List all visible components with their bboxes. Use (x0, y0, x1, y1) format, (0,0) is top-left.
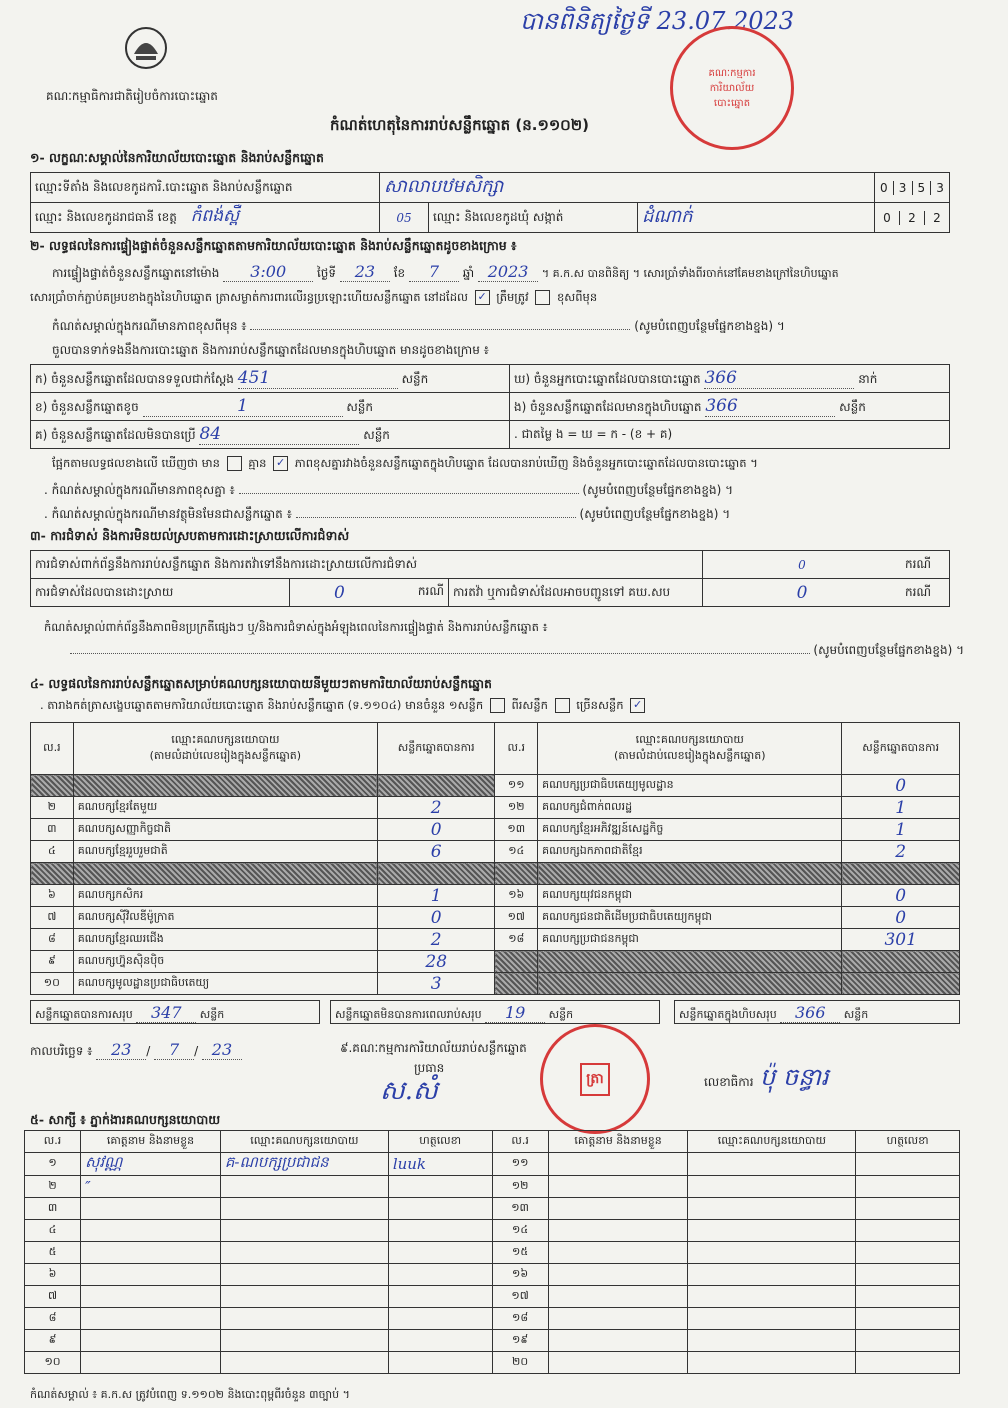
shaded-cell (495, 973, 538, 995)
witness-no: ១៦ (492, 1264, 548, 1286)
witness-party (688, 1308, 856, 1330)
witness-party (688, 1176, 856, 1198)
table-row (25, 1286, 960, 1308)
shaded-cell (538, 951, 842, 973)
seal-line: សោរប្រាំចាក់ភ្ជាប់គម្របខាងក្នុងនៃហិបឆ្នោត ត្រាសម្ងាត់ការពារលើរន្ធប្រឡោះហើយសន្លឹកឆ្នោត នៅដដែល ✓ ត្រឹមត្រូវ ខុសពីមុន (30, 290, 598, 304)
party-party: គណបក្សស៊ីវិលឌីម៉ូក្រាត (73, 907, 377, 929)
party-votes: 0 (842, 907, 960, 929)
witness-party (688, 1352, 856, 1374)
chair-signature: ស.សំ (380, 1076, 438, 1106)
witness-name (548, 1153, 688, 1176)
sign-date: កាលបរិច្ឆេទ ៖ 23 / 7 / 23 (30, 1040, 242, 1061)
count-unused: 84 (199, 424, 359, 445)
party-votes: 0 (378, 907, 495, 929)
resolved-value: 0 (334, 582, 345, 603)
code-digit: 3 (894, 181, 913, 195)
irregularity-note: កំណត់សម្គាល់ពាក់ព័ន្ធនឹងភាពមិនប្រក្រតីផ្សេងៗ ឬ/និងការជំទាស់ក្នុងអំឡុងពេលនៃការផ្ទៀងផ្ទាត់ និងការរាប់សន្លឹកឆ្នោត ៖ (44, 620, 548, 634)
party-party: គណបក្សខ្មែរអភិវឌ្ឍន៍សេដ្ឋកិច្ច (538, 819, 842, 841)
witness-name (81, 1330, 221, 1352)
party-party: គណបក្សជនជាតិដើមប្រជាធិបតេយ្យកម្ពុជា (538, 907, 842, 929)
sheet-many-checkbox[interactable]: ✓ (630, 698, 645, 713)
witness-signature (388, 1242, 492, 1264)
total-in-box: សន្លឹកឆ្នោតក្នុងហិបសរុប 366 សន្លឹក (674, 1000, 960, 1024)
shaded-cell (538, 863, 842, 885)
code-digit: 5 (913, 181, 932, 195)
formula: . ជាតម្លៃ ង = ឃ = ក - (ខ + គ) (510, 421, 950, 449)
witness-party (688, 1330, 856, 1352)
witness-name (548, 1242, 688, 1264)
witness-party (220, 1286, 388, 1308)
shaded-cell (842, 973, 960, 995)
total-in-box-value: 366 (780, 1003, 840, 1023)
witness-signature (388, 1352, 492, 1374)
footer-note: កំណត់សម្គាល់ ៖ គ.ក.ស ត្រូវបំពេញ ទ.១១០២ និងបោះពុម្ពពីរចំនួន ៣ច្បាប់ ។ (30, 1388, 350, 1401)
diff-yes-checkbox[interactable] (227, 456, 242, 471)
objection-value: 0 (703, 551, 902, 579)
objection-label: ការជំទាស់ពាក់ព័ន្ធនឹងការរាប់សន្លឹកឆ្នោត និងការតវ៉ាទៅនឹងការដោះស្រាយលើការជំទាស់ (31, 551, 703, 579)
witness-signature (856, 1330, 960, 1352)
table-row (25, 1220, 960, 1242)
witness-no: ១៩ (492, 1330, 548, 1352)
count-voters: 366 (704, 368, 854, 389)
table-row (31, 819, 960, 841)
counting-committee-label: ៩.គណៈកម្មការការិយាល័យរាប់សន្លឹកឆ្នោត (340, 1041, 527, 1055)
irregularity-note-fill: (សូមបំពេញបន្ថែមផ្នែកខាងខ្នង) ។ (24, 642, 964, 660)
witness-party (220, 1330, 388, 1352)
witness-signature (388, 1176, 492, 1198)
verify-month: 7 (409, 262, 459, 282)
party-party: គណបក្សខ្មែរតែមួយ (73, 797, 377, 819)
party-no: ១៣ (495, 819, 538, 841)
table-row (31, 885, 960, 907)
witness-signature (388, 1264, 492, 1286)
party-votes: 2 (378, 797, 495, 819)
shaded-cell (73, 775, 377, 797)
appeal-label: ការតវ៉ា ឬការជំទាស់ដែលអាចបញ្ជូនទៅ គឃ.សប (449, 579, 703, 607)
witness-signature (856, 1242, 960, 1264)
party-no: ១៧ (495, 907, 538, 929)
witness-signature (856, 1286, 960, 1308)
party-party: គណបក្សខ្មែររួបរួមជាតិ (73, 841, 377, 863)
witness-party (220, 1308, 388, 1330)
witness-name: ″ (81, 1176, 221, 1198)
party-votes: 1 (378, 885, 495, 907)
party-votes: 0 (842, 885, 960, 907)
location-label: ឈ្មោះទីតាំង និងលេខកូដការិ.បោះឆ្នោត និងរាប់សន្លឹកឆ្នោត (31, 173, 380, 203)
party-no: ១៤ (495, 841, 538, 863)
seal-correct-checkbox[interactable]: ✓ (475, 290, 490, 305)
witness-table: ល.រ គោត្តនាម និងនាមខ្លួន ឈ្មោះគណបក្សនយោបាយ ហត្ថលេខា ល.រ គោត្តនាម និងនាមខ្លួន ឈ្មោះគណបក្សនយោបាយ ហត្ថលេខា ១ សុវណ្ណ គ-ណបក្សប្រជាជន luuk ១១ ២ ″ ១២ ៣ ១៣ ៤ ១៤ ៥ ១៥ ៦ ១៦ ៧ ១៧ ៨ ១៨ ៩ ១៩ ១០ ២០ (24, 1130, 960, 1374)
witness-signature (856, 1153, 960, 1176)
party-votes: 301 (842, 929, 960, 951)
witness-party (220, 1242, 388, 1264)
sheet-two-checkbox[interactable] (555, 698, 570, 713)
party-no: ៦ (31, 885, 74, 907)
witness-name (548, 1220, 688, 1242)
shaded-cell (842, 951, 960, 973)
shaded-cell (378, 775, 495, 797)
witness-no: ១៣ (492, 1198, 548, 1220)
code-digit: 2 (933, 210, 941, 225)
witness-no: ៧ (25, 1286, 81, 1308)
witness-no: ១០ (25, 1352, 81, 1374)
witness-no: ៦ (25, 1264, 81, 1286)
party-party: គណបក្សប្រជាជនកម្ពុជា (538, 929, 842, 951)
witness-name (548, 1330, 688, 1352)
witness-signature (856, 1308, 960, 1330)
witness-no: ១៧ (492, 1286, 548, 1308)
witness-no: ១៤ (492, 1220, 548, 1242)
witness-party: គ-ណបក្សប្រជាជន (220, 1153, 388, 1176)
official-stamp-top: គណៈកម្មការការិយាល័យបោះឆ្នោត (670, 26, 794, 150)
witness-name (81, 1352, 221, 1374)
party-no: ១០ (31, 973, 74, 995)
witness-party (688, 1198, 856, 1220)
witness-no: ៤ (25, 1220, 81, 1242)
section5-title: ៥- សាក្សី ៖ ភ្នាក់ងារគណបក្សនយោបាយ (30, 1112, 221, 1127)
witness-signature (388, 1330, 492, 1352)
witness-name (548, 1352, 688, 1374)
results-table: ល.រ ឈ្មោះគណបក្សនយោបាយ (តាមលំដាប់លេខរៀងក្នុងសន្លឹកឆ្នោត) សន្លឹកឆ្នោតបានការ ល.រ ឈ្មោះគណបក្សនយោបាយ (តាមលំដាប់លេខរៀងក្នុងសន្លឹកឆ្នោត) សន្លឹកឆ្នោតបានការ ១១ គណបក្សប្រជាធិបតេយ្យមូលដ្ឋាន 0 ២ គណបក្សខ្មែរតែមួយ 2 ១២ គណបក្សជំពាក់ពលរដ្ឋ 1 ៣ គណបក្សសញ្ញាកិច្ចជាតិ 0 ១៣ គណបក្សខ្មែរអភិវឌ្ឍន៍សេដ្ឋកិច្ច 1 ៤ គណបក្សខ្មែររួបរួមជាតិ 6 ១៤ គណបក្សឯកភាពជាតិខ្មែរ 2 ៦ គណបក្សកសិករ 1 ១៦ គណបក្សយុវជនកម្ពុជា 0 ៧ គណបក្សស៊ីវិលឌីម៉ូក្រាត 0 ១៧ គណបក្សជនជាតិដើមប្រជាធិបតេយ្យកម្ពុជា 0 ៨ គណបក្សខ្មែរឈរជើង 2 ១៨ គណបក្សប្រជាជនកម្ពុជា 301 ៩ គណបក្សហ្វ៊ុនស៊ិនប៉ិច 28 ១០ គណបក្សមូលដ្ឋានប្រជាធិបតេយ្យ 3 (30, 722, 960, 995)
witness-party (688, 1220, 856, 1242)
code-digit: 0 (875, 181, 894, 195)
witness-party (688, 1153, 856, 1176)
verify-year: 2023 (478, 262, 538, 282)
code-digit: 2 (900, 211, 925, 225)
witness-no: ២០ (492, 1352, 548, 1374)
table-row (25, 1176, 960, 1198)
party-party: គណបក្សឯកភាពជាតិខ្មែរ (538, 841, 842, 863)
secretary-signature: ប៉ុ ចន្ធារ (760, 1063, 829, 1091)
party-votes: 1 (842, 819, 960, 841)
witness-party (688, 1286, 856, 1308)
witness-signature (856, 1352, 960, 1374)
witness-party (220, 1176, 388, 1198)
counts-table: ក) ចំនួនសន្លឹកឆ្នោតដែលបានទទួលជាក់ស្តែង 451 សន្លឹក ឃ) ចំនួនអ្នកបោះឆ្នោតដែលបានបោះឆ្នោត 366 នាក់ ខ) ចំនួនសន្លឹកឆ្នោតខូច 1 សន្លឹក ង) ចំនួនសន្លឹកឆ្នោតដែលមានក្នុងហិបឆ្នោត 366 សន្លឹក គ) ចំនួនសន្លឹកឆ្នោតដែលមិនបានប្រើ 84 សន្លឹក . ជាតម្លៃ ង = ឃ = ក - (ខ + គ) (30, 364, 950, 449)
table-row (31, 863, 960, 885)
total-valid-value: 347 (136, 1003, 196, 1023)
witness-name (548, 1286, 688, 1308)
shaded-cell (495, 951, 538, 973)
table-row (31, 797, 960, 819)
table-row (31, 841, 960, 863)
seal-note-line: កំណត់សម្គាល់ក្នុងករណីមានភាពខុសពីមុន ៖ (សូមបំពេញបន្ថែមផ្នែកខាងខ្នង) ។ (52, 319, 785, 333)
party-votes: 0 (842, 775, 960, 797)
sheet-one-checkbox[interactable] (490, 698, 505, 713)
party-no: ៨ (31, 929, 74, 951)
witness-party (220, 1198, 388, 1220)
secretary-label: លេខាធិការ (704, 1075, 754, 1089)
committee-emblem-icon (122, 24, 170, 72)
witness-name (81, 1242, 221, 1264)
shaded-cell (31, 863, 74, 885)
party-party: គណបក្សសញ្ញាកិច្ចជាតិ (73, 819, 377, 841)
party-votes: 1 (842, 797, 960, 819)
table-row (31, 775, 960, 797)
witness-signature (388, 1286, 492, 1308)
table-row (25, 1308, 960, 1330)
province-code: 05 (380, 203, 429, 233)
section4-title: ៤- លទ្ធផលនៃការរាប់សន្លឹកឆ្នោតសម្រាប់គណបក្សនយោបាយនីមួយៗតាមការិយាល័យរាប់សន្លឹកឆ្នោត (30, 676, 492, 691)
witness-name (548, 1264, 688, 1286)
witness-signature (856, 1264, 960, 1286)
section1-table (30, 172, 950, 233)
counts-intro: ចួលបានទាក់ទងនឹងការបោះឆ្នោត និងការរាប់សន្លឹកឆ្នោតដែលមានក្នុងហិបឆ្នោត មានដូចខាងក្រោម ៖ (52, 343, 489, 357)
witness-no: ១៨ (492, 1308, 548, 1330)
seal-incorrect-checkbox[interactable] (535, 290, 550, 305)
table-row (31, 907, 960, 929)
witness-party (688, 1264, 856, 1286)
witness-name (81, 1264, 221, 1286)
witness-no: ១ (25, 1153, 81, 1176)
party-party: គណបក្សប្រជាធិបតេយ្យមូលដ្ឋាន (538, 775, 842, 797)
party-no: ១៨ (495, 929, 538, 951)
witness-no: ៣ (25, 1198, 81, 1220)
witness-party (220, 1220, 388, 1242)
witness-no: ៩ (25, 1330, 81, 1352)
party-no: ៧ (31, 907, 74, 929)
count-spoiled: 1 (143, 396, 343, 417)
committee-name: គណៈកម្មាធិការជាតិរៀបចំការបោះឆ្នោត (46, 89, 218, 103)
diff-note-line: . កំណត់សម្គាល់ក្នុងករណីមានភាពខុសគ្នា ៖ (សូមបំពេញបន្ថែមផ្នែកខាងខ្នង) ។ (44, 483, 733, 497)
witness-signature: luuk (388, 1153, 492, 1176)
table-row (25, 1198, 960, 1220)
invalid-note-line: . កំណត់សម្គាល់ក្នុងករណីមានវត្ថុមិនមែនជាសន្លឹកឆ្នោត ៖ (សូមបំពេញបន្ថែមផ្នែកខាងខ្នង) ។ (44, 507, 731, 521)
shaded-cell (31, 775, 74, 797)
party-no: ២ (31, 797, 74, 819)
witness-signature (856, 1176, 960, 1198)
party-no: ៩ (31, 951, 74, 973)
summary-sheet-line: . តារាងកត់ត្រាសង្ខេបឆ្នោតតាមការិយាល័យបោះឆ្នោត និងរាប់សន្លឹកឆ្នោត (ទ.១១០៤) មានចំនួន ១សន្លឹក ពីរសន្លឹក ច្រើនសន្លឹក ✓ (40, 698, 940, 715)
witness-signature (856, 1220, 960, 1242)
code-digit: 3 (936, 180, 944, 195)
witness-party (688, 1242, 856, 1264)
witness-signature (388, 1308, 492, 1330)
total-invalid-value: 19 (485, 1003, 545, 1023)
party-party: គណបក្សខ្មែរឈរជើង (73, 929, 377, 951)
verify-day: 23 (340, 262, 390, 282)
party-votes: 2 (378, 929, 495, 951)
shaded-cell (378, 863, 495, 885)
official-stamp-bottom: ត្រា (540, 1024, 650, 1134)
totals-row (30, 1000, 960, 1026)
province-label: ឈ្មោះ និងលេខកូដរាជធានី ខេត្ត កំពង់ស្ពឺ (31, 203, 380, 233)
witness-signature (388, 1198, 492, 1220)
witness-name (81, 1286, 221, 1308)
province-value: កំពង់ស្ពឺ (190, 206, 240, 226)
witness-signature (388, 1220, 492, 1242)
diff-none-checkbox[interactable]: ✓ (273, 456, 288, 471)
party-no: ១៦ (495, 885, 538, 907)
party-votes: 2 (842, 841, 960, 863)
verify-line: ការផ្ទៀងផ្ទាត់ចំនួនសន្លឹកឆ្នោតនៅម៉ោង 3:00 ថ្ងៃទី 23 ខែ 7 ឆ្នាំ 2023 ។ គ.ក.ស បានពិនិត្យ ។ សោរប្រាំទាំងពីរចាក់នៅគែមខាងក្រៅនៃហិបឆ្នោត (52, 262, 839, 281)
shaded-cell (495, 863, 538, 885)
table-row (25, 1330, 960, 1352)
handwritten-check-note: បានពិនិត្យថ្ងៃទី 23.07.2023 (520, 7, 795, 35)
party-party: គណបក្សហ្វ៊ុនស៊ិនប៉ិច (73, 951, 377, 973)
party-votes: 6 (378, 841, 495, 863)
table-row (31, 929, 960, 951)
party-party: គណបក្សមូលដ្ឋានប្រជាធិបតេយ្យ (73, 973, 377, 995)
resolved-cell: 0 ករណី (290, 579, 449, 607)
party-no: ១២ (495, 797, 538, 819)
commune-label: ឈ្មោះ និងលេខកូដឃុំ សង្កាត់ (429, 203, 638, 233)
code-digit: 0 (875, 211, 900, 225)
appeal-value: 0 (703, 579, 902, 607)
witness-no: ១២ (492, 1176, 548, 1198)
total-invalid: សន្លឹកឆ្នោតមិនបានការពេលរាប់សរុប 19 សន្លឹក (330, 1000, 660, 1024)
table-row (31, 951, 960, 973)
commune-value: ដំណាក់ (638, 203, 875, 233)
table-row (25, 1352, 960, 1374)
section1-title: ១- លក្ខណៈសម្គាល់នៃការិយាល័យបោះឆ្នោត និងរាប់សន្លឹកឆ្នោត (30, 150, 324, 165)
witness-name (81, 1220, 221, 1242)
party-no: ៣ (31, 819, 74, 841)
section3-title: ៣- ការជំទាស់ និងការមិនយល់ស្របតាមការដោះស្រាយលើការជំទាស់ (30, 528, 350, 543)
count-in-box: 366 (705, 396, 835, 417)
witness-name (548, 1308, 688, 1330)
form-title: កំណត់ហេតុនៃការរាប់សន្លឹកឆ្នោត (ន.១១០២) (330, 116, 590, 134)
witness-no: ៨ (25, 1308, 81, 1330)
party-party: គណបក្សកសិករ (73, 885, 377, 907)
witness-signature (856, 1198, 960, 1220)
witness-party (220, 1352, 388, 1374)
section2-title: ២- លទ្ធផលនៃការផ្ទៀងផ្ទាត់ចំនួនសន្លឹកឆ្នោតតាមការិយាល័យបោះឆ្នោត និងរាប់សន្លឹកឆ្នោតដូចខាងក្រោម ៖ (30, 238, 517, 253)
party-no: ១១ (495, 775, 538, 797)
shaded-cell (73, 863, 377, 885)
chair-label: ប្រធាន (414, 1061, 445, 1075)
witness-party (220, 1264, 388, 1286)
shaded-cell (842, 863, 960, 885)
party-votes: 3 (378, 973, 495, 995)
table-row (31, 973, 960, 995)
table-row (25, 1264, 960, 1286)
witness-no: ៥ (25, 1242, 81, 1264)
witness-no: ២ (25, 1176, 81, 1198)
diff-check-line: ផ្អែកតាមលទ្ធផលខាងលើ ឃើញថា មាន គ្មាន ✓ ភាពខុសគ្នារវាងចំនួនសន្លឹកឆ្នោតក្នុងហិបឆ្នោត ដែលបានរាប់ឃើញ និងចំនួនអ្នកបោះឆ្នោតដែលបានបោះឆ្នោត ។ (52, 456, 758, 470)
shaded-cell (538, 973, 842, 995)
table-row (25, 1153, 960, 1176)
witness-no: ១៥ (492, 1242, 548, 1264)
witness-name: សុវណ្ណ (81, 1153, 221, 1176)
table-row (25, 1242, 960, 1264)
location-value: សាលាបឋមសិក្សា (380, 173, 875, 203)
objection-table: ការជំទាស់ពាក់ព័ន្ធនឹងការរាប់សន្លឹកឆ្នោត និងការតវ៉ាទៅនឹងការដោះស្រាយលើការជំទាស់ 0 ករណី ការជំទាស់ដែលបានដោះស្រាយ 0 ករណី ការតវ៉ា ឬការជំទាស់ដែលអាចបញ្ជូនទៅ គឃ.សប 0 ករណី (30, 550, 950, 607)
count-received: 451 (238, 368, 398, 389)
resolved-label: ការជំទាស់ដែលបានដោះស្រាយ (31, 579, 290, 607)
party-party: គណបក្សជំពាក់ពលរដ្ឋ (538, 797, 842, 819)
witness-name (548, 1176, 688, 1198)
witness-name (81, 1198, 221, 1220)
total-valid: សន្លឹកឆ្នោតបានការសរុប 347 សន្លឹក (30, 1000, 320, 1024)
party-no: ៤ (31, 841, 74, 863)
verify-time: 3:00 (223, 262, 313, 282)
witness-no: ១១ (492, 1153, 548, 1176)
witness-name (81, 1308, 221, 1330)
party-votes: 0 (378, 819, 495, 841)
witness-name (548, 1198, 688, 1220)
party-votes: 28 (378, 951, 495, 973)
party-party: គណបក្សយុវជនកម្ពុជា (538, 885, 842, 907)
